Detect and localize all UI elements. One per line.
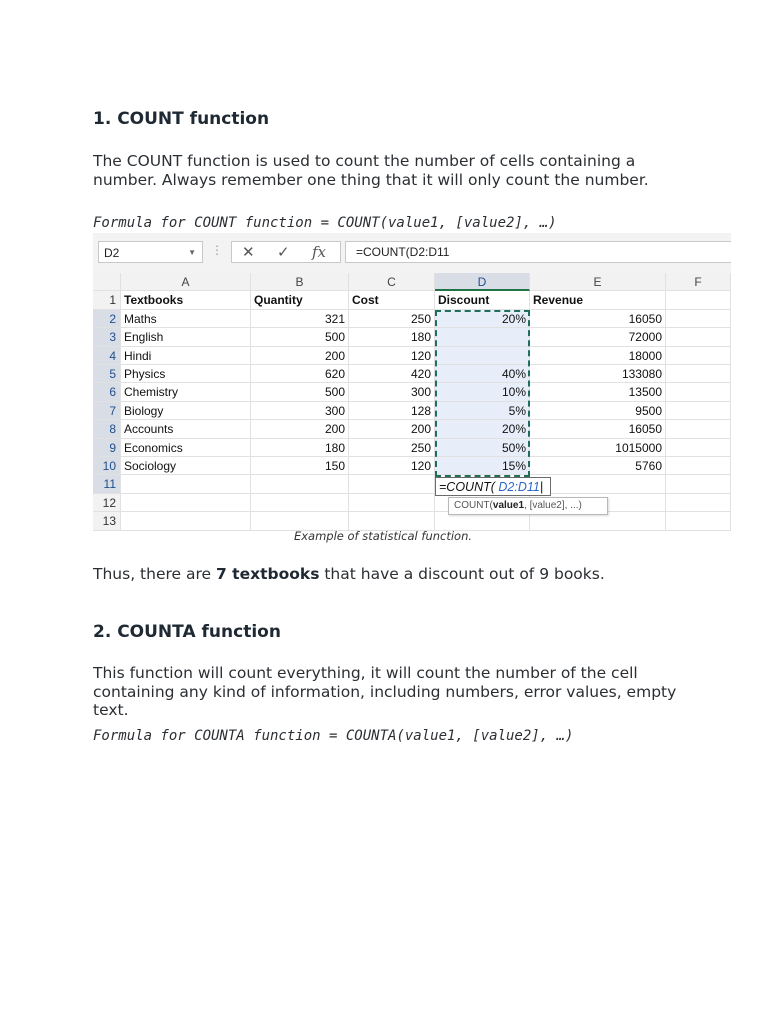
textbook-cell[interactable]: Chemistry <box>121 383 251 401</box>
empty-cell[interactable] <box>666 402 731 420</box>
header-cell[interactable]: Cost <box>349 291 435 309</box>
drag-handle-icon[interactable]: ⋮ <box>211 243 223 257</box>
row-number[interactable]: 13 <box>93 512 121 530</box>
table-row <box>93 383 731 401</box>
discount-cell[interactable]: 40% <box>435 365 530 383</box>
name-box-value: D2 <box>104 246 120 260</box>
column-header-e[interactable]: E <box>530 273 666 291</box>
textbook-cell[interactable]: English <box>121 328 251 346</box>
row-number[interactable]: 9 <box>93 439 121 457</box>
table-row <box>93 365 731 383</box>
conclusion-after: that have a discount out of 9 books. <box>319 565 605 583</box>
empty-cell[interactable] <box>666 439 731 457</box>
figure-caption: Example of statistical function. <box>293 529 473 543</box>
header-cell[interactable]: Quantity <box>251 291 349 309</box>
quantity-cell[interactable]: 321 <box>251 310 349 328</box>
revenue-cell[interactable]: 16050 <box>530 310 666 328</box>
row-number[interactable]: 8 <box>93 420 121 438</box>
spreadsheet-screenshot <box>93 233 731 531</box>
revenue-cell[interactable]: 1015000 <box>530 439 666 457</box>
textbook-cell[interactable]: Economics <box>121 439 251 457</box>
empty-cell[interactable] <box>666 347 731 365</box>
cost-cell[interactable]: 120 <box>349 457 435 475</box>
textbook-cell[interactable]: Biology <box>121 402 251 420</box>
textbook-cell[interactable]: Hindi <box>121 347 251 365</box>
revenue-cell[interactable]: 133080 <box>530 365 666 383</box>
row-number[interactable]: 1 <box>93 291 121 309</box>
column-header-c[interactable]: C <box>349 273 435 291</box>
cost-cell[interactable]: 300 <box>349 383 435 401</box>
discount-cell[interactable]: 10% <box>435 383 530 401</box>
revenue-cell[interactable]: 9500 <box>530 402 666 420</box>
conclusion-before: Thus, there are <box>93 565 216 583</box>
column-header-d[interactable]: D <box>435 273 530 291</box>
formula-input[interactable]: =COUNT(D2:D11 <box>345 241 731 263</box>
revenue-cell[interactable]: 16050 <box>530 420 666 438</box>
table-row <box>93 310 731 328</box>
empty-row <box>93 475 731 493</box>
textbook-cell[interactable]: Maths <box>121 310 251 328</box>
table-row <box>93 328 731 346</box>
table-row <box>93 347 731 365</box>
empty-cell[interactable] <box>251 512 349 530</box>
quantity-cell[interactable]: 200 <box>251 347 349 365</box>
textbook-cell[interactable]: Physics <box>121 365 251 383</box>
empty-cell[interactable] <box>121 475 251 493</box>
count-description: The COUNT function is used to count the number of cells containing a number. Always remember one thing that it will only count the number. <box>93 152 649 189</box>
quantity-cell[interactable]: 300 <box>251 402 349 420</box>
formula-bar <box>93 233 731 274</box>
edit-prefix: =COUNT( <box>439 480 499 494</box>
textbook-cell[interactable]: Accounts <box>121 420 251 438</box>
edit-range-ref: D2:D11 <box>498 480 540 494</box>
empty-cell[interactable] <box>349 475 435 493</box>
textbook-cell[interactable]: Sociology <box>121 457 251 475</box>
row-number[interactable]: 5 <box>93 365 121 383</box>
empty-row <box>93 494 731 512</box>
insert-function-icon[interactable]: fx <box>312 243 327 261</box>
row-number[interactable]: 2 <box>93 310 121 328</box>
header-cell[interactable] <box>666 291 731 309</box>
discount-cell[interactable]: 50% <box>435 439 530 457</box>
empty-cell[interactable] <box>121 494 251 512</box>
column-header-b[interactable]: B <box>251 273 349 291</box>
sheet-row-1 <box>93 291 731 309</box>
row-number[interactable]: 7 <box>93 402 121 420</box>
count-formula: Formula for COUNT function = COUNT(value1, [value2], …) <box>93 215 557 231</box>
revenue-cell[interactable]: 13500 <box>530 383 666 401</box>
quantity-cell[interactable]: 500 <box>251 383 349 401</box>
row-number[interactable]: 10 <box>93 457 121 475</box>
active-cell-editor[interactable]: =COUNT( D2:D11| <box>435 477 551 496</box>
select-all-corner[interactable] <box>93 273 121 291</box>
cost-cell[interactable]: 250 <box>349 439 435 457</box>
function-tooltip <box>448 497 608 515</box>
empty-cell[interactable] <box>666 475 731 493</box>
counta-formula: Formula for COUNTA function = COUNTA(value1, [value2], …) <box>93 728 574 744</box>
quantity-cell[interactable]: 620 <box>251 365 349 383</box>
discount-cell[interactable]: 15% <box>435 457 530 475</box>
cost-cell[interactable]: 200 <box>349 420 435 438</box>
table-row <box>93 420 731 438</box>
name-box[interactable] <box>98 241 203 263</box>
cost-cell[interactable]: 128 <box>349 402 435 420</box>
discount-cell[interactable]: 5% <box>435 402 530 420</box>
empty-cell[interactable] <box>666 365 731 383</box>
empty-cell[interactable] <box>666 420 731 438</box>
header-cell[interactable]: Textbooks <box>121 291 251 309</box>
column-header-f[interactable]: F <box>666 273 731 291</box>
column-header-a[interactable]: A <box>121 273 251 291</box>
quantity-cell[interactable]: 500 <box>251 328 349 346</box>
row-number[interactable]: 4 <box>93 347 121 365</box>
revenue-cell[interactable]: 18000 <box>530 347 666 365</box>
row-number[interactable]: 11 <box>93 475 121 493</box>
cancel-icon[interactable]: ✕ <box>242 244 255 261</box>
chevron-down-icon[interactable]: ▼ <box>188 248 196 257</box>
table-row <box>93 457 731 475</box>
discount-cell[interactable]: 20% <box>435 310 530 328</box>
conclusion-bold: 7 textbooks <box>215 565 320 583</box>
empty-cell[interactable] <box>666 328 731 346</box>
tooltip-rest-args: , [value2], ...) <box>524 500 582 511</box>
empty-cell[interactable] <box>666 457 731 475</box>
header-cell[interactable]: Revenue <box>530 291 666 309</box>
table-row <box>93 402 731 420</box>
empty-cell[interactable] <box>349 494 435 512</box>
empty-cell[interactable] <box>349 512 435 530</box>
quantity-cell[interactable]: 200 <box>251 420 349 438</box>
empty-cell[interactable] <box>666 383 731 401</box>
table-row <box>93 439 731 457</box>
enter-check-icon[interactable]: ✓ <box>277 244 290 261</box>
header-cell[interactable]: Discount <box>435 291 530 309</box>
quantity-cell[interactable]: 180 <box>251 439 349 457</box>
counta-heading: 2. COUNTA function <box>93 622 281 642</box>
row-number[interactable]: 3 <box>93 328 121 346</box>
count-heading: 1. COUNT function <box>93 109 270 129</box>
discount-cell[interactable] <box>435 328 530 346</box>
discount-cell[interactable] <box>435 347 530 365</box>
empty-row <box>93 512 731 530</box>
tooltip-function-name: COUNT( <box>454 500 493 511</box>
empty-cell[interactable] <box>251 494 349 512</box>
quantity-cell[interactable]: 150 <box>251 457 349 475</box>
row-number[interactable]: 12 <box>93 494 121 512</box>
discount-cell[interactable]: 20% <box>435 420 530 438</box>
formula-buttons <box>231 241 341 263</box>
revenue-cell[interactable]: 5760 <box>530 457 666 475</box>
empty-cell[interactable] <box>251 475 349 493</box>
counta-description: This function will count everything, it will count the number of the cell containing any kind of information, including numbers, error values, empty text. <box>93 664 677 719</box>
cost-cell[interactable]: 250 <box>349 310 435 328</box>
tooltip-current-arg: value1 <box>492 500 525 511</box>
empty-cell[interactable] <box>666 310 731 328</box>
row-number[interactable]: 6 <box>93 383 121 401</box>
empty-cell[interactable] <box>121 512 251 530</box>
empty-cell[interactable] <box>666 494 731 512</box>
cost-cell[interactable]: 420 <box>349 365 435 383</box>
conclusion-text <box>93 565 683 584</box>
cost-cell[interactable]: 180 <box>349 328 435 346</box>
revenue-cell[interactable]: 72000 <box>530 328 666 346</box>
empty-cell[interactable] <box>666 512 731 530</box>
cost-cell[interactable]: 120 <box>349 347 435 365</box>
column-header-row <box>93 273 731 291</box>
